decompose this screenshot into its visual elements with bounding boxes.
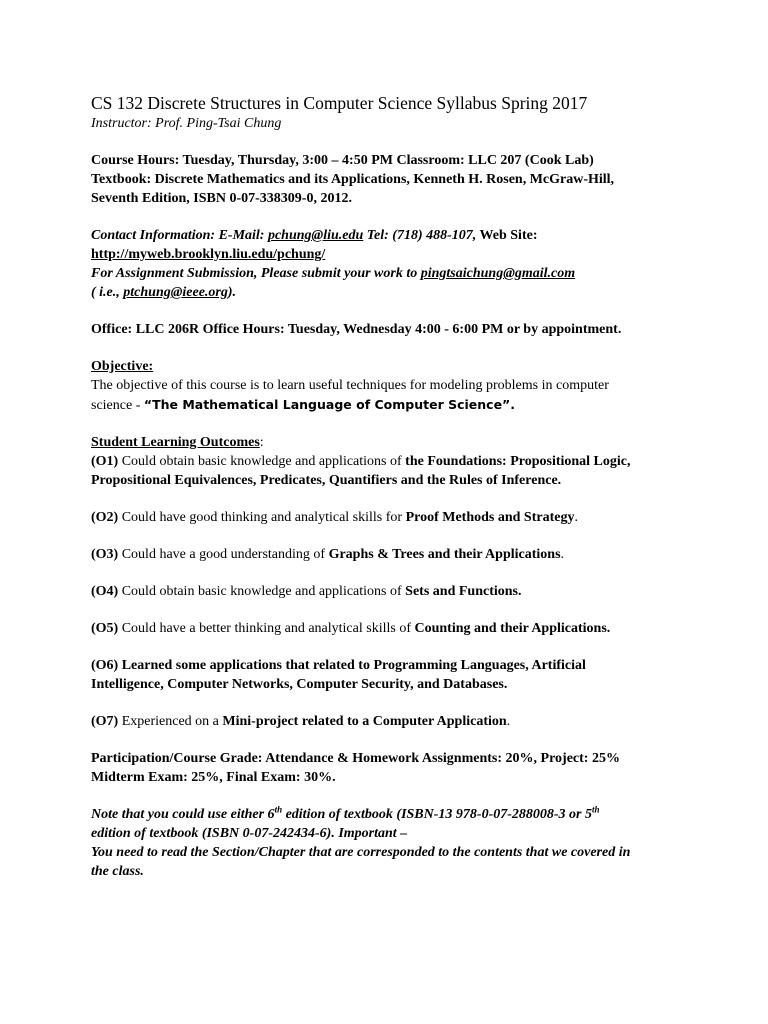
textbook-edition: Seventh Edition, ISBN 0-07-338309-0, 2012. xyxy=(91,191,352,206)
note-line-2: edition of textbook (ISBN 0-07-242434-6). Important – xyxy=(91,826,408,841)
objective-text-2 xyxy=(91,395,691,415)
web-site-line xyxy=(91,245,691,264)
alt-email-prefix: ( i.e., xyxy=(91,285,124,300)
textbook-note xyxy=(91,805,691,881)
outcomes-heading: Student Learning Outcomes xyxy=(91,435,260,450)
outcome-topic: Graphs & Trees and their Applications xyxy=(328,547,561,562)
objective-prefix: science - xyxy=(91,398,144,413)
note-superscript: th xyxy=(274,804,283,815)
note-line-4: the class. xyxy=(91,864,144,879)
outcome-o6: (O6) Learned some applications that related to Programming Languages, Artificial xyxy=(91,658,586,673)
outcome-o2 xyxy=(91,508,691,527)
outcome-text: Could have a good understanding of xyxy=(118,547,329,562)
objective-quote: “The Mathematical Language of Computer Science”. xyxy=(143,397,516,412)
note-text: edition of textbook (ISBN-13 978-0-07-288008-3 or 5 xyxy=(282,807,593,822)
outcome-topic: Mini-project related to a Computer Application xyxy=(222,714,507,729)
note-superscript: th xyxy=(592,804,600,815)
outcome-o7 xyxy=(91,712,691,731)
document-title: CS 132 Discrete Structures in Computer Science Syllabus Spring 2017 xyxy=(91,93,588,113)
contact-email-link[interactable]: pchung@liu.edu xyxy=(267,228,364,243)
outcome-topic: Sets and Functions. xyxy=(405,584,522,599)
web-site-label: Web Site: xyxy=(476,228,538,243)
outcome-tag: (O3) xyxy=(91,547,119,562)
outcome-o3 xyxy=(91,545,691,564)
outcome-text: Could have good thinking and analytical skills for xyxy=(118,510,406,525)
outcomes-heading-line xyxy=(91,433,691,452)
outcome-tag: (O7) xyxy=(91,714,119,729)
objective-text-1: The objective of this course is to learn useful techniques for modeling problems in computer xyxy=(91,378,609,393)
outcome-tag: (O5) xyxy=(91,621,119,636)
syllabus-document xyxy=(91,92,691,881)
note-line-3: You need to read the Section/Chapter that are corresponded to the contents that we covered in xyxy=(91,845,631,860)
outcome-o5 xyxy=(91,619,691,638)
alt-email-suffix: ). xyxy=(227,285,237,300)
outcome-text: Experienced on a xyxy=(118,714,223,729)
submission-line xyxy=(91,264,691,283)
course-info xyxy=(91,151,691,208)
outcome-topic: the Foundations: Propositional Logic, xyxy=(405,454,631,469)
grading-line-1: Participation/Course Grade: Attendance & Homework Assignments: 20%, Project: 25% xyxy=(91,751,620,766)
web-site-link[interactable]: http://myweb.brooklyn.liu.edu/pchung/ xyxy=(91,247,326,262)
outcome-topic: Counting and their Applications. xyxy=(414,621,611,636)
instructor-line: Instructor: Prof. Ping-Tsai Chung xyxy=(91,116,282,131)
outcome-text: Could have a better thinking and analytical skills of xyxy=(118,621,415,636)
outcomes-section xyxy=(91,433,691,731)
objective-heading: Objective: xyxy=(91,359,154,374)
office-hours: Office: LLC 206R Office Hours: Tuesday, Wednesday 4:00 - 6:00 PM or by appointment. xyxy=(91,322,622,337)
outcome-end: . xyxy=(506,714,511,729)
outcome-text: Could obtain basic knowledge and applications of xyxy=(118,584,406,599)
submission-email-link[interactable]: pingtsaichung@gmail.com xyxy=(420,266,576,281)
note-text: Note that you could use either 6 xyxy=(91,807,275,822)
contact-line xyxy=(91,226,691,245)
alt-email-line xyxy=(91,283,691,302)
outcome-o1-continued: Propositional Equivalences, Predicates, Quantifiers and the Rules of Inference. xyxy=(91,473,562,488)
outcome-o1 xyxy=(91,452,691,471)
textbook-text: : Discrete Mathematics and its Applications, Kenneth H. Rosen, McGraw-Hill, xyxy=(146,172,615,187)
outcome-tag: (O2) xyxy=(91,510,119,525)
contact-label: Contact Information: E-Mail: xyxy=(91,228,268,243)
outcome-o4 xyxy=(91,582,691,601)
alt-email-link[interactable]: ptchung@ieee.org xyxy=(123,285,228,300)
note-line-1 xyxy=(91,805,691,824)
textbook-label: Textbook xyxy=(91,172,147,187)
grading-line-2: Midterm Exam: 25%, Final Exam: 30%. xyxy=(91,770,336,785)
outcome-tag: (O4) xyxy=(91,584,119,599)
contact-info xyxy=(91,226,691,302)
outcome-text: Could obtain basic knowledge and applications of xyxy=(118,454,406,469)
outcome-o6-continued: Intelligence, Computer Networks, Computer Security, and Databases. xyxy=(91,677,508,692)
submission-text: For Assignment Submission, Please submit your work to xyxy=(91,266,421,281)
outcomes-heading-colon: : xyxy=(259,435,264,450)
contact-tel: Tel: (718) 488-107, xyxy=(363,228,477,243)
outcome-topic: Proof Methods and Strategy xyxy=(405,510,575,525)
outcome-tag: (O1) xyxy=(91,454,119,469)
outcome-end: . xyxy=(560,547,565,562)
objective-section xyxy=(91,357,691,415)
course-hours: Course Hours: Tuesday, Thursday, 3:00 – 4:50 PM Classroom: LLC 207 (Cook Lab) xyxy=(91,153,594,168)
grading-section xyxy=(91,749,691,787)
outcome-end: . xyxy=(574,510,578,525)
textbook-line xyxy=(91,170,691,189)
